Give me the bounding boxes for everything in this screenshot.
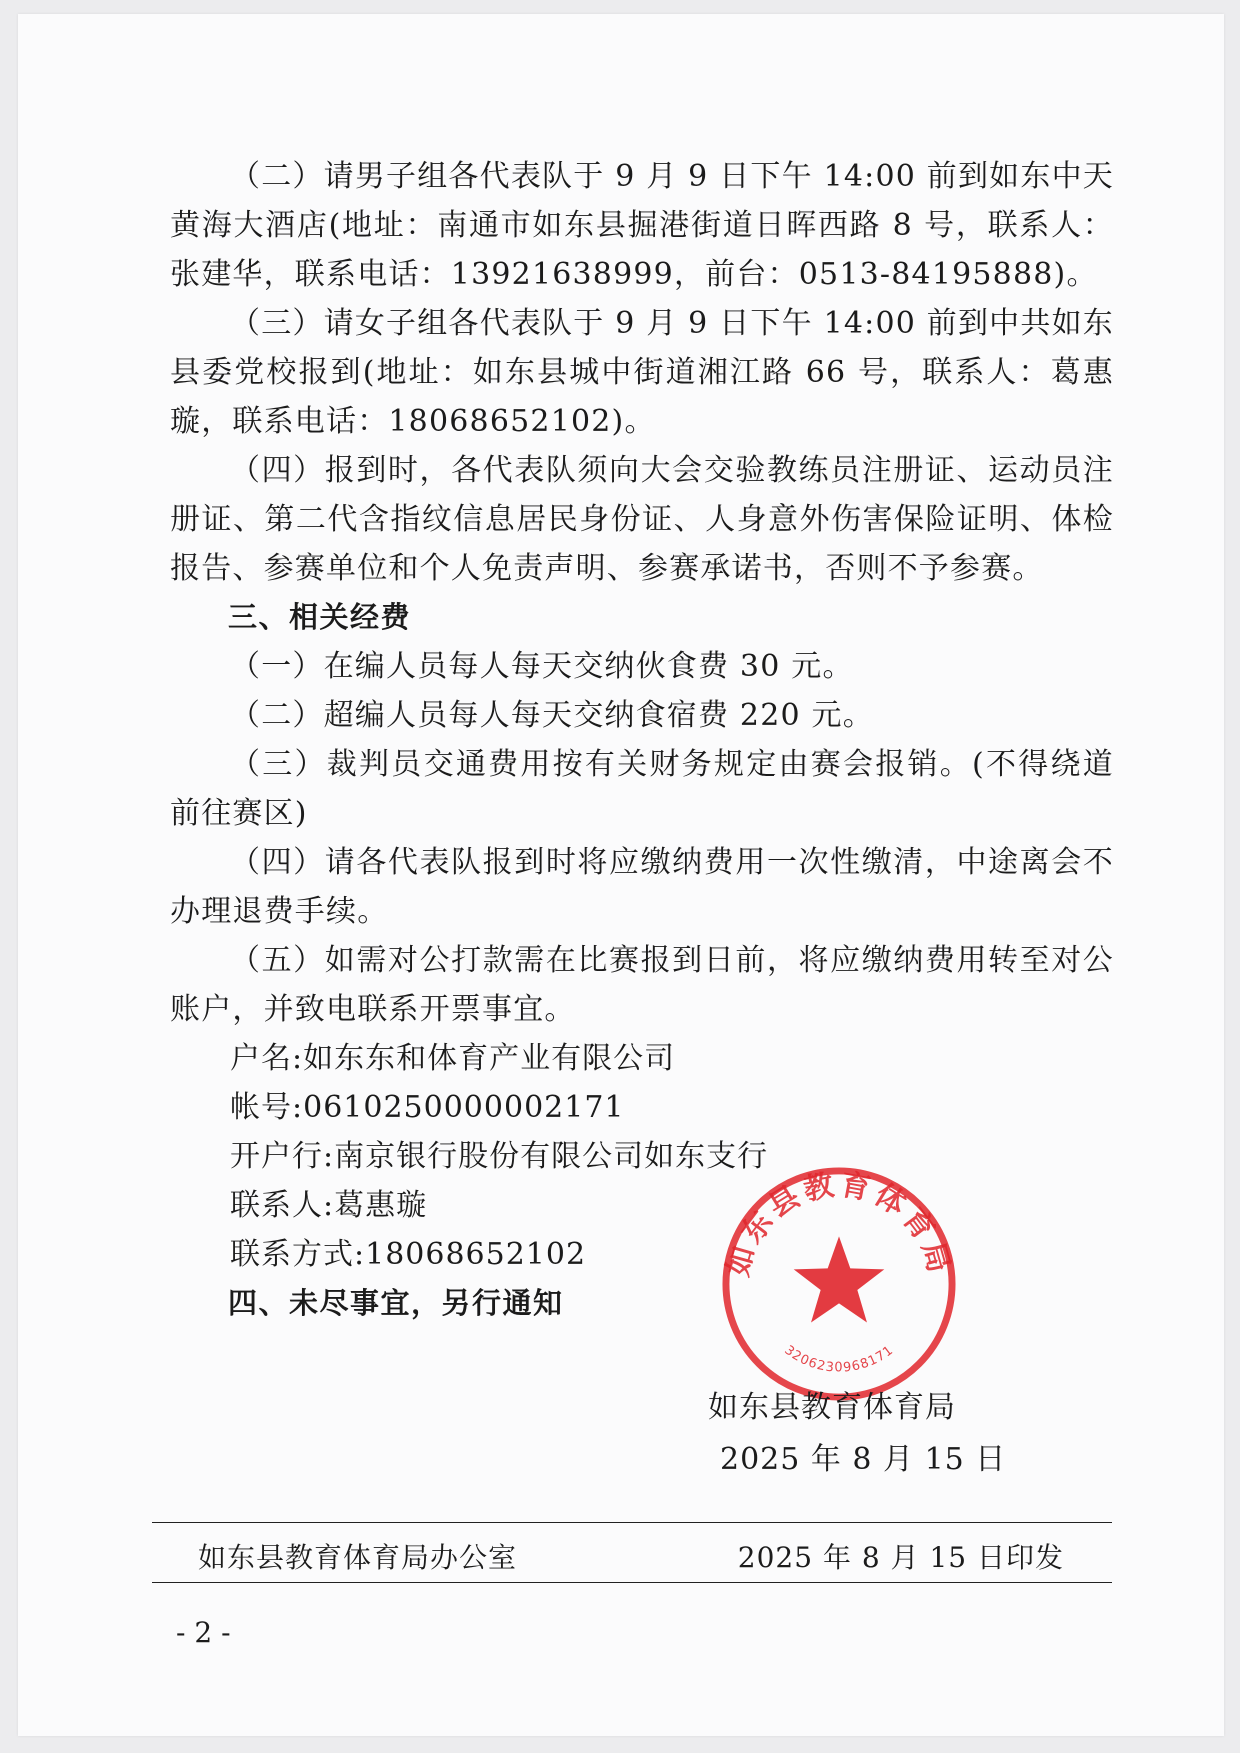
document-page (18, 14, 1224, 1736)
footer-print-date: 2025 年 8 月 15 日印发 (737, 1541, 1064, 1574)
account-number-value: 0610250000002171 (303, 1090, 625, 1125)
account-bank-line (170, 1132, 1114, 1181)
fee-item-lodging: （二）超编人员每人每天交纳食宿费 220 元。 (230, 698, 874, 733)
section-heading-other-matters: 四、未尽事宜，另行通知 (228, 1286, 564, 1320)
official-seal-icon (720, 1165, 958, 1403)
account-number-label: 帐号: (230, 1090, 304, 1125)
account-name-line (170, 1034, 1114, 1083)
account-number-line (170, 1083, 1114, 1132)
footer-issuing-office: 如东县教育体育局办公室 (198, 1541, 518, 1574)
seal-star-icon (794, 1236, 885, 1322)
account-bank-label: 开户行: (230, 1139, 335, 1174)
svg-text:3206230968171 (781, 1343, 896, 1376)
seal-ring-text: 如东县教育体育局 (720, 1167, 958, 1281)
paragraph-male-registration: （二）请男子组各代表队于 9 月 9 日下午 14:00 前到如东中天黄海大酒店(地址：南通市如东县掘港街道日晖西路 8 号，联系人：张建华，联系电话：13921638999，前台：0513-84195888)。 (170, 159, 1114, 292)
page-number: - 2 - (176, 1616, 231, 1649)
account-contact-label: 联系人: (230, 1188, 335, 1223)
account-phone-label: 联系方式: (230, 1237, 366, 1272)
fee-item-corporate-transfer: （五）如需对公打款需在比赛报到日前，将应缴纳费用转至对公账户，并致电联系开票事宜。 (170, 943, 1114, 1027)
account-contact-value: 葛惠璇 (334, 1188, 428, 1223)
account-name-value: 如东东和体育产业有限公司 (303, 1041, 676, 1076)
fee-item-referee-transport: （三）裁判员交通费用按有关财务规定由赛会报销。(不得绕道前往赛区) (170, 747, 1114, 831)
account-contact-line (170, 1181, 1114, 1230)
paragraph-registration-documents: （四）报到时，各代表队须向大会交验教练员注册证、运动员注册证、第二代含指纹信息居民身份证、人身意外伤害保险证明、体检报告、参赛单位和个人免责声明、参赛承诺书，否则不予参赛。 (170, 453, 1114, 586)
document-body (170, 152, 1114, 1328)
fee-item-meals: （一）在编人员每人每天交纳伙食费 30 元。 (230, 649, 854, 684)
account-bank-value: 南京银行股份有限公司如东支行 (334, 1139, 769, 1174)
footer-top-rule (152, 1522, 1112, 1523)
paragraph-female-registration: （三）请女子组各代表队于 9 月 9 日下午 14:00 前到中共如东县委党校报到(地址：如东县城中街道湘江路 66 号，联系人：葛惠璇，联系电话：18068652102)。 (170, 306, 1114, 439)
fee-item-payment-once: （四）请各代表队报到时将应缴纳费用一次性缴清，中途离会不办理退费手续。 (170, 845, 1114, 929)
signature-date: 2025 年 8 月 15 日 (720, 1442, 1007, 1477)
account-phone-value: 18068652102 (365, 1237, 587, 1272)
section-heading-fees: 三、相关经费 (228, 600, 412, 634)
signature-organization: 如东县教育体育局 (708, 1390, 956, 1425)
seal-code-text: 3206230968171 (781, 1342, 897, 1376)
account-phone-line (170, 1230, 1114, 1279)
account-name-label: 户名: (230, 1041, 304, 1076)
footer-bottom-rule (152, 1582, 1112, 1583)
